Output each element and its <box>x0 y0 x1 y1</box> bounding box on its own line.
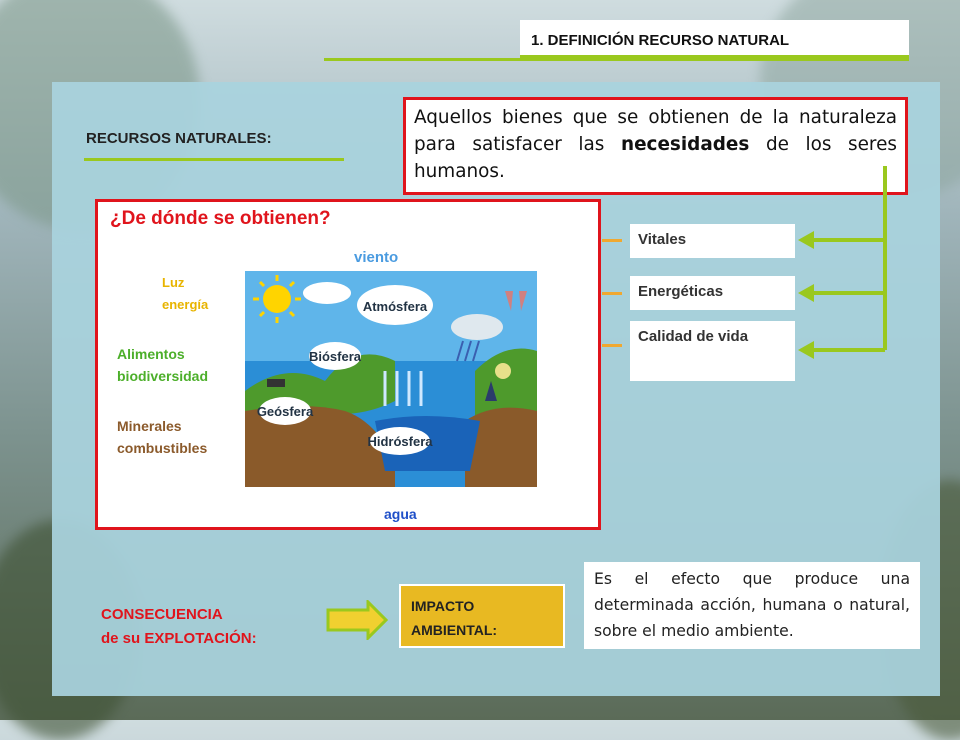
impact-line1: IMPACTO <box>411 598 475 614</box>
label-biodiversidad: biodiversidad <box>117 368 209 384</box>
diagram-geosfera: Geósfera <box>256 404 314 419</box>
title-underline <box>324 58 909 61</box>
arrow-right-icon <box>326 600 388 640</box>
definition-text-part1: Aquellos bienes que se obtienen de la naturaleza para satisfacer las <box>414 107 897 155</box>
effect-definition: Es el efecto que produce una determinada acción, humana o natural, sobre el medio ambiente. <box>584 562 920 649</box>
consequence-line1: CONSECUENCIA <box>101 606 223 623</box>
diagram-biosfera: Biósfera <box>308 349 362 364</box>
connector-energeticas <box>602 292 622 295</box>
consequence-line2: de su EXPLOTACIÓN: <box>101 630 257 647</box>
recursos-label: RECURSOS NATURALES: <box>86 130 272 147</box>
label-energia: energía <box>162 297 209 312</box>
sources-box <box>95 199 601 530</box>
earth-systems-diagram <box>245 271 537 487</box>
connector-calidad <box>602 344 622 347</box>
need-calidad-de-vida: Calidad de vida <box>630 321 795 381</box>
consequence-label <box>101 603 257 651</box>
need-vitales: Vitales <box>630 224 795 258</box>
bracket-arrows <box>790 160 900 360</box>
page-title: 1. DEFINICIÓN RECURSO NATURAL <box>531 32 790 49</box>
connector-vitales <box>602 239 622 242</box>
label-agua: agua <box>384 506 417 522</box>
sources-title: ¿De dónde se obtienen? <box>110 208 331 229</box>
need-energeticas: Energéticas <box>630 276 795 310</box>
impact-line2: AMBIENTAL: <box>411 622 498 638</box>
impact-box <box>399 584 565 648</box>
label-minerales: Minerales <box>117 418 182 434</box>
definition-text-part2: de los seres humanos. <box>414 134 897 182</box>
definition-text-bold: necesidades <box>620 134 750 155</box>
label-viento: viento <box>354 249 399 266</box>
diagram-hidrosfera: Hidrósfera <box>367 434 433 449</box>
label-luz: Luz <box>162 275 185 290</box>
label-alimentos: Alimentos <box>117 346 185 362</box>
recursos-underline <box>84 158 344 161</box>
diagram-atmosfera: Atmósfera <box>362 299 428 314</box>
label-combustibles: combustibles <box>117 440 208 456</box>
